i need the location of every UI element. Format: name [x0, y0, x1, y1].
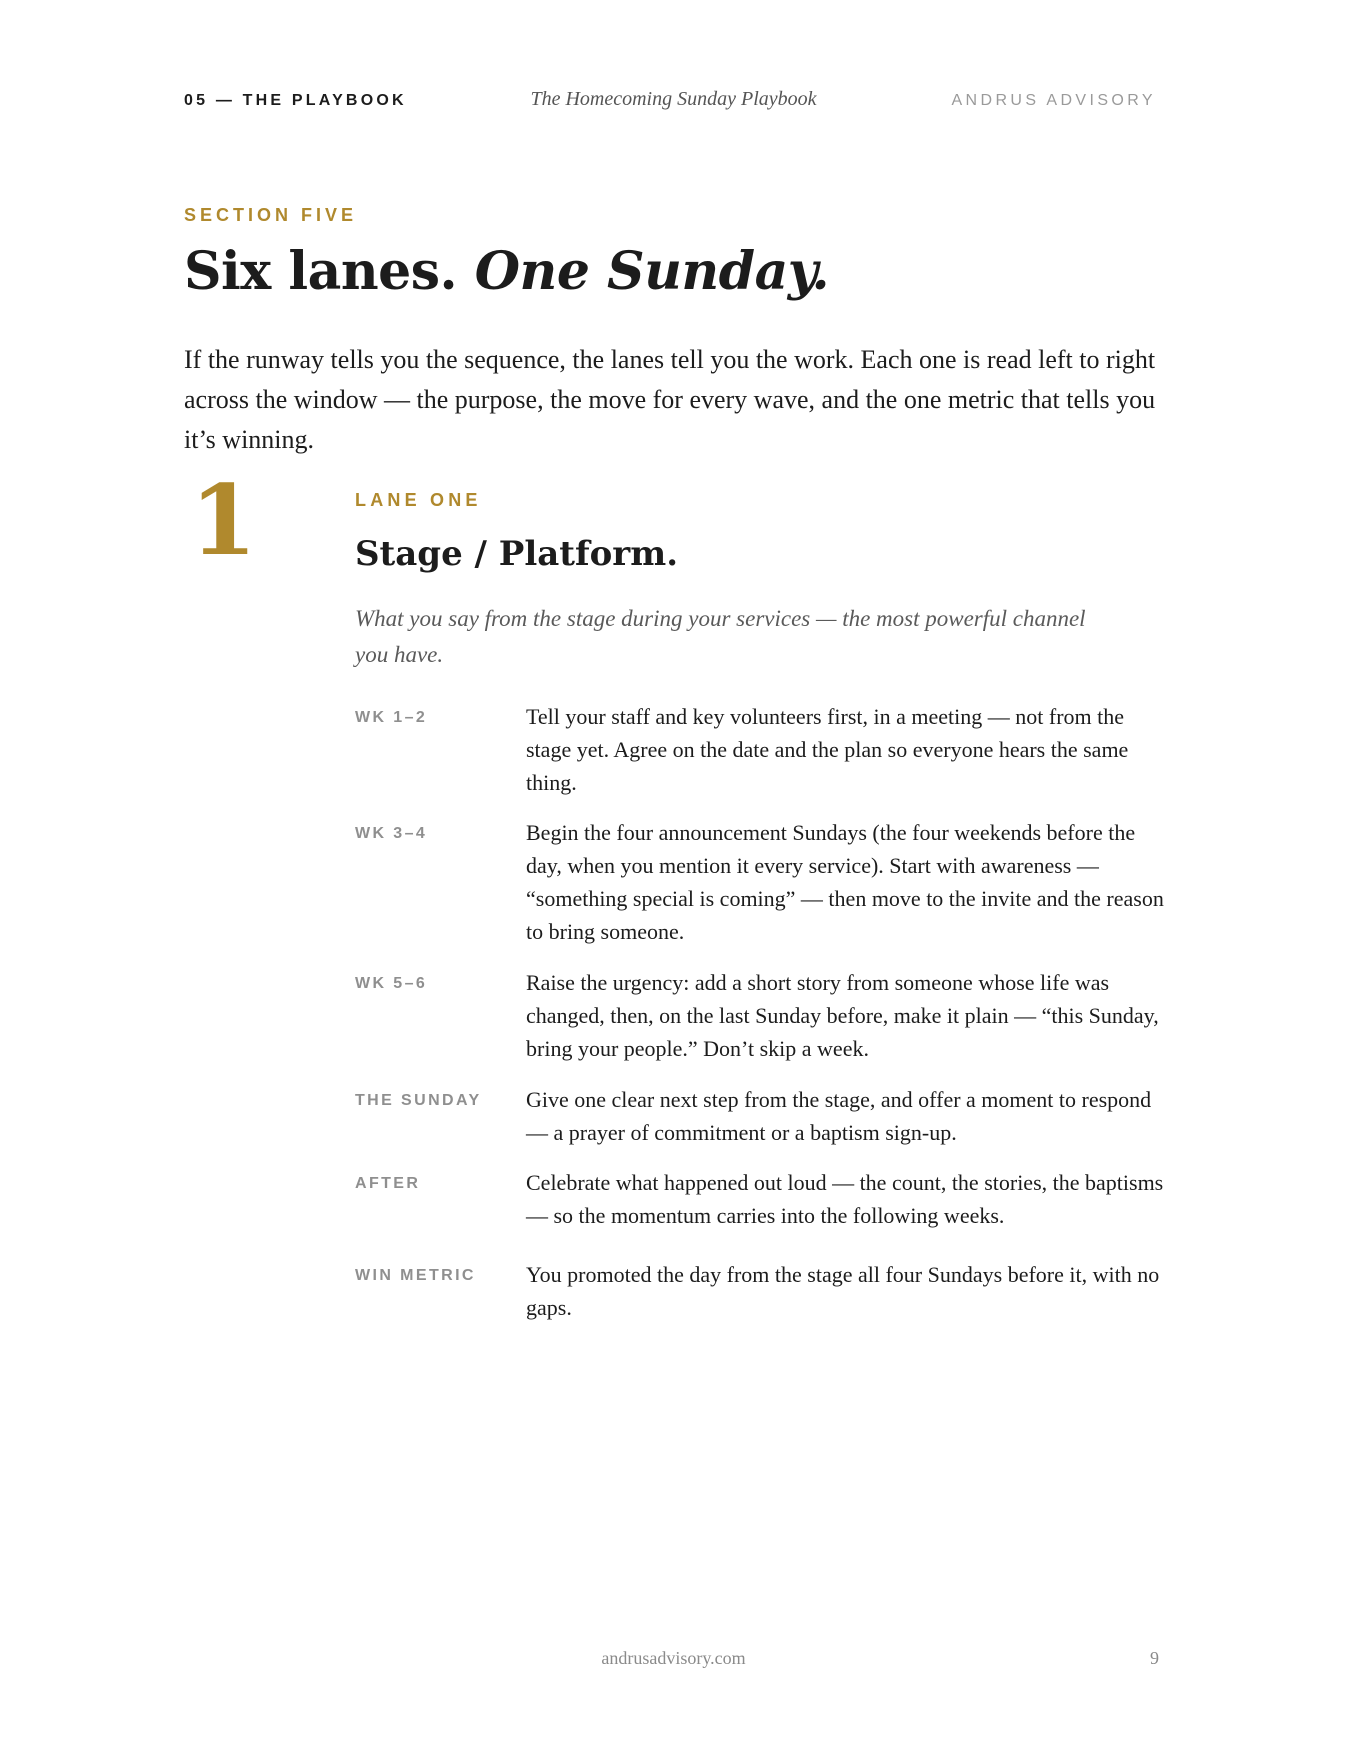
section-eyebrow: SECTION FIVE [184, 205, 358, 225]
row-label: AFTER [355, 1175, 421, 1192]
row-label: WK 1–2 [355, 709, 428, 726]
header-document-title: The Homecoming Sunday Playbook [530, 88, 817, 110]
lane-eyebrow: LANE ONE [355, 490, 482, 510]
row-text: Give one clear next step from the stage, and offer a moment to respond — a prayer of commitment or a baptism sign-up. [526, 1087, 1152, 1145]
row-label: WIN METRIC [355, 1267, 476, 1284]
footer-url: andrusadvisory.com [601, 1648, 746, 1668]
section-title [184, 236, 829, 308]
lane-row [355, 1083, 1170, 1149]
lane-row [355, 816, 1170, 948]
lane-title: Stage / Platform. [355, 534, 679, 574]
header-brand: ANDRUS ADVISORY [951, 92, 1156, 109]
footer-page-number: 9 [1150, 1648, 1159, 1668]
lane-row-win-metric [355, 1258, 1170, 1324]
row-label: THE SUNDAY [355, 1092, 482, 1109]
header-section-tag: 05 — THE PLAYBOOK [184, 92, 407, 109]
lane-description: What you say from the stage during your services — the most powerful channel you have. [355, 606, 1086, 667]
lane-row [355, 966, 1170, 1065]
section-title-plain: Six lanes. [184, 241, 458, 302]
row-label: WK 5–6 [355, 975, 428, 992]
lane-number: 1 [190, 464, 257, 577]
section-intro: If the runway tells you the sequence, the lanes tell you the work. Each one is read left to right across the window — the purpose, the move for every wave, and the one metric that tells you it’s winning. [184, 345, 1156, 454]
lane-row [355, 700, 1170, 799]
row-text: Celebrate what happened out loud — the count, the stories, the baptisms — so the momentum carries into the following weeks. [526, 1170, 1164, 1228]
row-text: You promoted the day from the stage all four Sundays before it, with no gaps. [526, 1262, 1160, 1320]
section-title-italic: One Sunday. [474, 241, 830, 302]
row-label: WK 3–4 [355, 825, 428, 842]
row-text: Raise the urgency: add a short story from someone whose life was changed, then, on the last Sunday before, make it plain — “this Sunday, bring your people.” Don’t skip a week. [526, 970, 1159, 1061]
row-text: Begin the four announcement Sundays (the four weekends before the day, when you mention it every service). Start with awareness — “something special is coming” — then move to the invite and the reason to bring someone. [526, 820, 1164, 944]
lane-rows [355, 700, 1170, 1324]
lane-row [355, 1166, 1170, 1232]
row-text: Tell your staff and key volunteers first, in a meeting — not from the stage yet. Agree on the date and the plan so everyone hears the same thing. [526, 704, 1129, 795]
